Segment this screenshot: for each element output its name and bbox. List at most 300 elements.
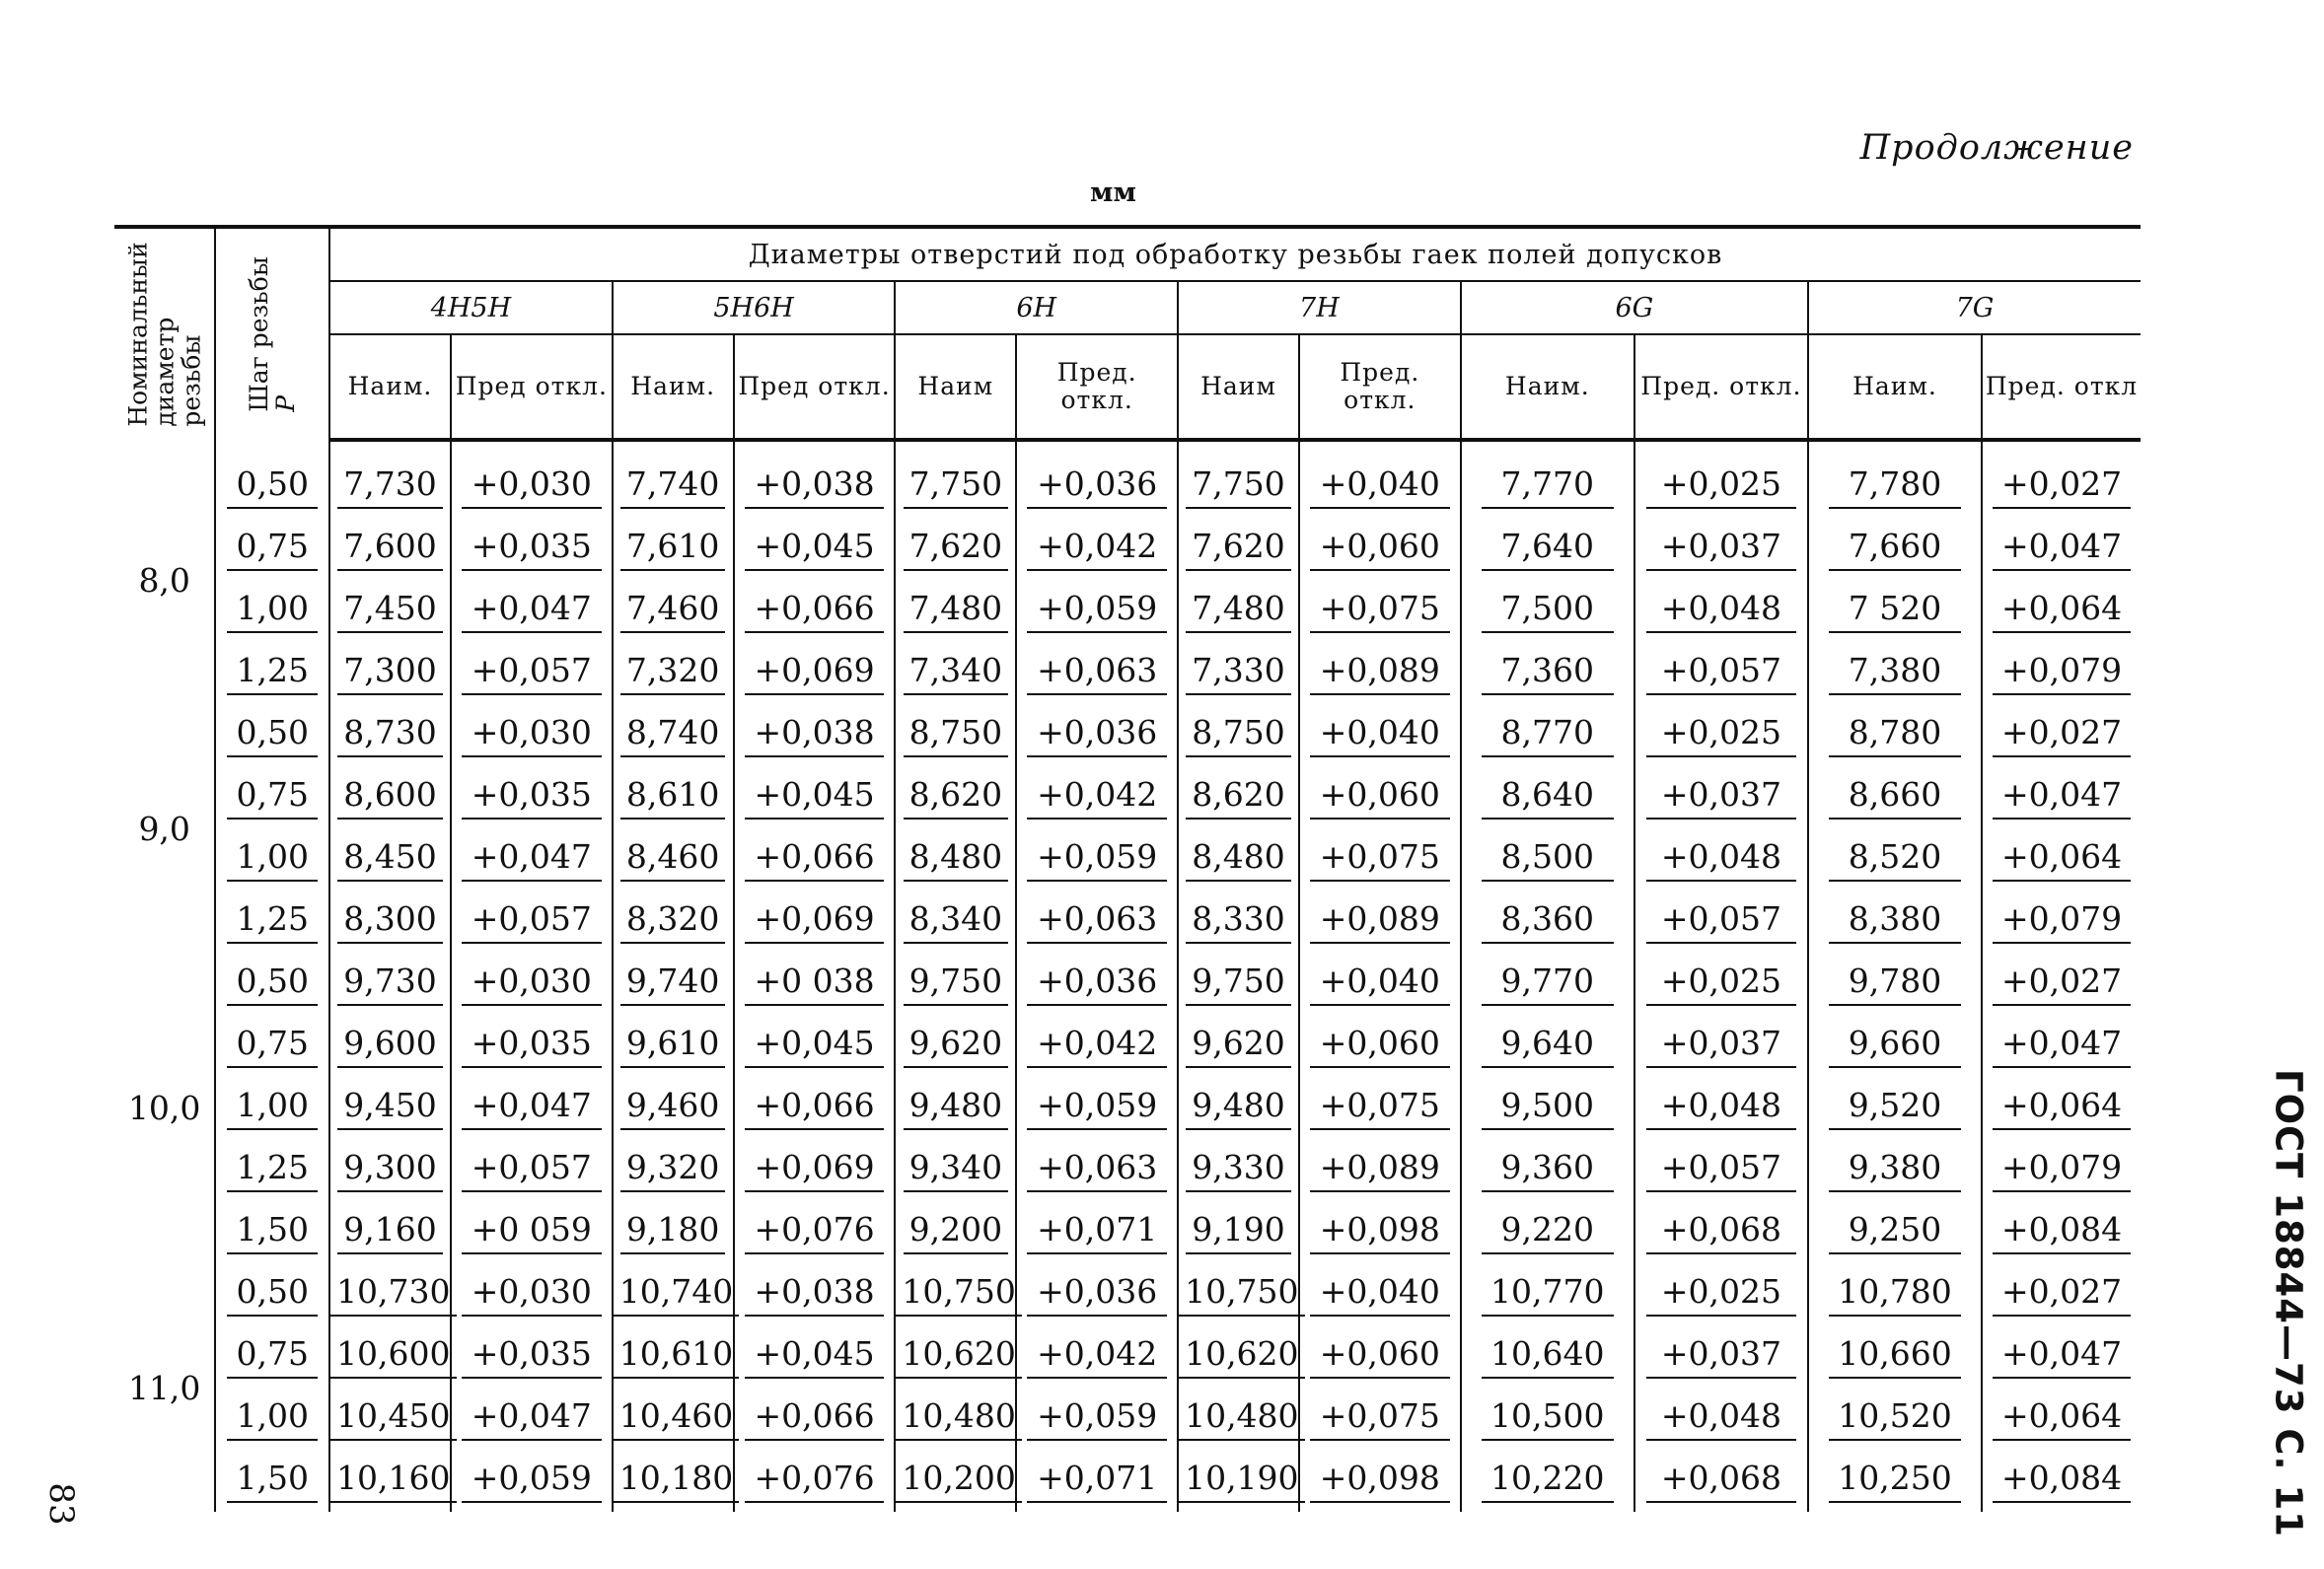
deviation-value: +0,079 bbox=[1993, 651, 2131, 695]
nominal-value-cell bbox=[1178, 456, 1299, 518]
deviation-value: +0,071 bbox=[1027, 1210, 1166, 1254]
nominal-value-cell bbox=[1178, 1139, 1299, 1201]
deviation-cell bbox=[1982, 953, 2141, 1015]
deviation-value: +0,027 bbox=[1993, 962, 2131, 1006]
pitch-cell bbox=[215, 891, 329, 953]
nominal-value-cell bbox=[895, 518, 1016, 580]
nominal-value: 9,500 bbox=[1482, 1086, 1614, 1130]
nominal-value: 8,500 bbox=[1482, 837, 1614, 882]
nominal-value: 9,450 bbox=[337, 1086, 442, 1130]
deviation-value: +0,047 bbox=[462, 1086, 601, 1130]
deviation-cell bbox=[451, 1201, 613, 1263]
nominal-value-cell bbox=[1808, 1077, 1982, 1139]
deviation-value: +0,059 bbox=[1027, 1396, 1166, 1441]
nominal-value-cell bbox=[613, 1077, 734, 1139]
nominal-value: 9,610 bbox=[620, 1024, 725, 1068]
nominal-value-cell bbox=[1178, 953, 1299, 1015]
deviation-value: +0,063 bbox=[1027, 899, 1166, 944]
nominal-value-cell bbox=[613, 1263, 734, 1325]
pitch-cell bbox=[215, 1139, 329, 1201]
deviation-value: +0,075 bbox=[1310, 589, 1449, 633]
pitch-cell bbox=[215, 580, 329, 642]
deviation-value: +0,075 bbox=[1310, 1086, 1449, 1130]
pitch-cell bbox=[215, 766, 329, 828]
deviation-cell bbox=[1299, 1015, 1461, 1077]
deviation-cell bbox=[451, 1139, 613, 1201]
nominal-value: 8,740 bbox=[620, 713, 725, 757]
pitch-value: 1,00 bbox=[227, 1086, 318, 1130]
pitch-cell bbox=[215, 953, 329, 1015]
nominal-value-cell bbox=[895, 1450, 1016, 1512]
deviation-cell bbox=[1016, 766, 1178, 828]
deviation-value: +0,069 bbox=[745, 651, 884, 695]
deviation-cell bbox=[734, 704, 896, 766]
nominal-value: 10,480 bbox=[896, 1396, 1021, 1441]
deviation-cell bbox=[1634, 1388, 1808, 1450]
nominal-value-cell bbox=[1461, 953, 1634, 1015]
nominal-diameter-cell: 9,0 bbox=[138, 809, 190, 848]
nominal-value-cell bbox=[1461, 518, 1634, 580]
table-row bbox=[114, 518, 2141, 580]
nominal-value-cell bbox=[1808, 642, 1982, 704]
deviation-value: +0,040 bbox=[1310, 962, 1449, 1006]
nominal-value-cell bbox=[329, 953, 451, 1015]
deviation-value: +0,059 bbox=[1027, 1086, 1166, 1130]
table-row bbox=[114, 1325, 2141, 1388]
nominal-value: 9,360 bbox=[1482, 1148, 1614, 1192]
deviation-value: +0,047 bbox=[1993, 1334, 2131, 1379]
pitch-value: 0,75 bbox=[227, 527, 318, 571]
nominal-value: 9,300 bbox=[337, 1148, 442, 1192]
nominal-value-cell bbox=[613, 704, 734, 766]
deviation-value: +0,057 bbox=[462, 1148, 601, 1192]
pitch-cell bbox=[215, 518, 329, 580]
nominal-value-cell bbox=[329, 1450, 451, 1512]
deviation-cell bbox=[1634, 1450, 1808, 1512]
nominal-value-cell bbox=[1808, 828, 1982, 891]
deviation-value: +0,079 bbox=[1993, 1148, 2131, 1192]
deviation-value: +0,035 bbox=[462, 527, 601, 571]
nominal-value: 10,480 bbox=[1179, 1396, 1304, 1441]
nominal-value: 7,450 bbox=[337, 589, 442, 633]
nominal-value: 8,770 bbox=[1482, 713, 1614, 757]
nominal-value-cell bbox=[1461, 1263, 1634, 1325]
nominal-value: 9,730 bbox=[337, 962, 442, 1006]
deviation-cell bbox=[734, 1015, 896, 1077]
nominal-value-cell bbox=[1808, 1201, 1982, 1263]
deviation-value: +0,059 bbox=[462, 1459, 601, 1503]
deviation-value: +0,057 bbox=[462, 899, 601, 944]
nominal-value: 10,780 bbox=[1829, 1272, 1961, 1317]
deviation-cell bbox=[1634, 518, 1808, 580]
deviation-value: +0,047 bbox=[462, 1396, 601, 1441]
nominal-value: 8,620 bbox=[904, 775, 1008, 820]
table-row bbox=[114, 891, 2141, 953]
nominal-value: 8,620 bbox=[1186, 775, 1290, 820]
deviation-cell bbox=[1016, 518, 1178, 580]
nominal-value-cell bbox=[1178, 642, 1299, 704]
deviation-cell bbox=[1982, 1388, 2141, 1450]
deviation-value: +0,064 bbox=[1993, 589, 2131, 633]
deviation-value: +0,069 bbox=[745, 1148, 884, 1192]
deviation-value: +0,071 bbox=[1027, 1459, 1166, 1503]
nominal-value-cell bbox=[1808, 1450, 1982, 1512]
nominal-value-cell bbox=[613, 891, 734, 953]
deviation-cell bbox=[451, 456, 613, 518]
nominal-value-cell bbox=[1461, 1450, 1634, 1512]
thread-pitch-header-symbol: P bbox=[271, 394, 301, 412]
deviation-value: +0,063 bbox=[1027, 1148, 1166, 1192]
deviation-cell bbox=[1634, 1263, 1808, 1325]
nominal-value: 8,750 bbox=[1186, 713, 1290, 757]
deviation-value: +0,075 bbox=[1310, 1396, 1449, 1441]
deviation-cell bbox=[1299, 1450, 1461, 1512]
table-row bbox=[114, 456, 2141, 518]
nominal-value-cell bbox=[329, 1263, 451, 1325]
deviation-cell bbox=[451, 1263, 613, 1325]
pitch-cell bbox=[215, 456, 329, 518]
sub-header-deviation: Пред. откл bbox=[1982, 334, 2141, 440]
deviation-value: +0,047 bbox=[1993, 775, 2131, 820]
deviation-value: +0,030 bbox=[462, 1272, 601, 1317]
nominal-value: 8,330 bbox=[1186, 899, 1290, 944]
pitch-value: 0,50 bbox=[227, 962, 318, 1006]
deviation-cell bbox=[1016, 1263, 1178, 1325]
nominal-value: 10,500 bbox=[1482, 1396, 1614, 1441]
nominal-value-cell bbox=[1461, 1325, 1634, 1388]
nominal-value-cell bbox=[1808, 766, 1982, 828]
pitch-value: 1,25 bbox=[227, 899, 318, 944]
deviation-cell bbox=[734, 1325, 896, 1388]
deviation-cell bbox=[1634, 642, 1808, 704]
table-row bbox=[114, 1201, 2141, 1263]
deviation-value: +0,076 bbox=[745, 1459, 884, 1503]
deviation-cell bbox=[1016, 828, 1178, 891]
deviation-cell bbox=[451, 1015, 613, 1077]
field-header-7h: 7H bbox=[1178, 281, 1461, 334]
nominal-value-cell bbox=[1461, 704, 1634, 766]
deviation-cell bbox=[1634, 953, 1808, 1015]
pitch-cell bbox=[215, 1201, 329, 1263]
nominal-value-cell bbox=[1461, 1015, 1634, 1077]
nominal-value: 9,750 bbox=[904, 962, 1008, 1006]
nominal-value-cell bbox=[613, 518, 734, 580]
deviation-cell bbox=[1299, 456, 1461, 518]
nominal-value: 8,730 bbox=[337, 713, 442, 757]
deviation-cell bbox=[1982, 1139, 2141, 1201]
deviation-value: +0,047 bbox=[462, 837, 601, 882]
deviation-value: +0,057 bbox=[1646, 1148, 1795, 1192]
deviation-cell bbox=[734, 1201, 896, 1263]
deviation-value: +0,036 bbox=[1027, 464, 1166, 509]
sub-header-name: Наим bbox=[895, 334, 1016, 440]
nominal-value: 7,750 bbox=[904, 464, 1008, 509]
deviation-cell bbox=[734, 1263, 896, 1325]
deviation-cell bbox=[1016, 456, 1178, 518]
nominal-value: 9,480 bbox=[1186, 1086, 1290, 1130]
nominal-value-cell bbox=[329, 518, 451, 580]
deviation-value: +0,064 bbox=[1993, 1396, 2131, 1441]
field-header-5h6h: 5H6H bbox=[613, 281, 896, 334]
deviation-cell bbox=[734, 580, 896, 642]
nominal-value-cell bbox=[1808, 518, 1982, 580]
nominal-value: 10,520 bbox=[1829, 1396, 1961, 1441]
deviation-cell bbox=[1634, 766, 1808, 828]
sub-header-name: Наим. bbox=[329, 334, 451, 440]
deviation-cell bbox=[734, 1450, 896, 1512]
nominal-value: 9,660 bbox=[1829, 1024, 1961, 1068]
deviation-cell bbox=[1634, 456, 1808, 518]
deviation-value: +0,076 bbox=[745, 1210, 884, 1254]
deviation-value: +0,036 bbox=[1027, 1272, 1166, 1317]
deviation-cell bbox=[1982, 1201, 2141, 1263]
pitch-value: 1,50 bbox=[227, 1210, 318, 1254]
deviation-cell bbox=[1016, 1450, 1178, 1512]
deviation-value: +0,045 bbox=[745, 775, 884, 820]
deviation-value: +0,036 bbox=[1027, 713, 1166, 757]
deviation-value: +0,064 bbox=[1993, 837, 2131, 882]
nominal-value-cell bbox=[895, 1388, 1016, 1450]
deviation-value: +0,027 bbox=[1993, 1272, 2131, 1317]
table-row bbox=[114, 1077, 2141, 1139]
deviation-value: +0,045 bbox=[745, 1024, 884, 1068]
sub-header-name: Наим. bbox=[1808, 334, 1982, 440]
nominal-value: 8,480 bbox=[1186, 837, 1290, 882]
nominal-value: 9,220 bbox=[1482, 1210, 1614, 1254]
nominal-value: 8,600 bbox=[337, 775, 442, 820]
nominal-value-cell bbox=[1461, 1388, 1634, 1450]
nominal-value: 7 520 bbox=[1829, 589, 1961, 633]
nominal-value: 7,320 bbox=[620, 651, 725, 695]
pitch-cell bbox=[215, 642, 329, 704]
nominal-value: 9,620 bbox=[1186, 1024, 1290, 1068]
table-row bbox=[114, 1263, 2141, 1325]
nominal-value: 8,780 bbox=[1829, 713, 1961, 757]
nominal-value-cell bbox=[1461, 891, 1634, 953]
nominal-value: 7,660 bbox=[1829, 527, 1961, 571]
table-header bbox=[114, 227, 2141, 440]
deviation-cell bbox=[1982, 1263, 2141, 1325]
nominal-value: 9,190 bbox=[1186, 1210, 1290, 1254]
deviation-cell bbox=[1634, 828, 1808, 891]
nominal-value: 7,740 bbox=[620, 464, 725, 509]
table-row bbox=[114, 580, 2141, 642]
nominal-value-cell bbox=[895, 1325, 1016, 1388]
nominal-value: 7,620 bbox=[904, 527, 1008, 571]
nominal-value-cell bbox=[1808, 580, 1982, 642]
deviation-value: +0 059 bbox=[462, 1210, 601, 1254]
table-row bbox=[114, 1450, 2141, 1512]
field-header-6g: 6G bbox=[1461, 281, 1808, 334]
nominal-value: 9,600 bbox=[337, 1024, 442, 1068]
nominal-value-cell bbox=[895, 828, 1016, 891]
nominal-value-cell bbox=[613, 1015, 734, 1077]
deviation-value: +0,084 bbox=[1993, 1459, 2131, 1503]
deviation-cell bbox=[1016, 642, 1178, 704]
deviation-value: +0,059 bbox=[1027, 837, 1166, 882]
deviation-value: +0,037 bbox=[1646, 527, 1795, 571]
nominal-value-cell bbox=[1178, 766, 1299, 828]
deviation-cell bbox=[1016, 1077, 1178, 1139]
table-row bbox=[114, 704, 2141, 766]
deviation-value: +0,042 bbox=[1027, 527, 1166, 571]
nominal-value-cell bbox=[1808, 1325, 1982, 1388]
nominal-value-cell bbox=[1178, 704, 1299, 766]
deviation-cell bbox=[451, 1077, 613, 1139]
nominal-diameter-header-line3: резьбы bbox=[177, 334, 206, 427]
pitch-cell bbox=[215, 704, 329, 766]
nominal-value: 9,480 bbox=[904, 1086, 1008, 1130]
nominal-value: 7,330 bbox=[1186, 651, 1290, 695]
deviation-cell bbox=[1982, 891, 2141, 953]
table-row bbox=[114, 953, 2141, 1015]
deviation-cell bbox=[734, 1139, 896, 1201]
thread-pitch-header-label: Шаг резьбы bbox=[245, 256, 274, 412]
deviation-value: +0,047 bbox=[1993, 1024, 2131, 1068]
nominal-value: 9,740 bbox=[620, 962, 725, 1006]
deviation-cell bbox=[1299, 891, 1461, 953]
pitch-value: 1,00 bbox=[227, 589, 318, 633]
nominal-value: 8,460 bbox=[620, 837, 725, 882]
deviation-value: +0,036 bbox=[1027, 962, 1166, 1006]
deviation-value: +0,068 bbox=[1646, 1210, 1795, 1254]
deviation-value: +0,025 bbox=[1646, 464, 1795, 509]
deviation-cell bbox=[1634, 1077, 1808, 1139]
sub-header-deviation: Пред откл. bbox=[451, 334, 613, 440]
nominal-value: 7,480 bbox=[904, 589, 1008, 633]
deviation-cell bbox=[1016, 1015, 1178, 1077]
deviation-value: +0,035 bbox=[462, 1024, 601, 1068]
deviation-cell bbox=[451, 518, 613, 580]
nominal-value: 9,250 bbox=[1829, 1210, 1961, 1254]
deviation-cell bbox=[734, 953, 896, 1015]
deviation-cell bbox=[1016, 704, 1178, 766]
nominal-value: 7,600 bbox=[337, 527, 442, 571]
deviation-value: +0,063 bbox=[1027, 651, 1166, 695]
nominal-value: 7,640 bbox=[1482, 527, 1614, 571]
table-row bbox=[114, 1139, 2141, 1201]
table-row bbox=[114, 1388, 2141, 1450]
nominal-value: 9,780 bbox=[1829, 962, 1961, 1006]
deviation-value: +0,069 bbox=[745, 899, 884, 944]
nominal-value-cell bbox=[329, 580, 451, 642]
nominal-value: 9,340 bbox=[904, 1148, 1008, 1192]
nominal-value: 10,640 bbox=[1482, 1334, 1614, 1379]
deviation-cell bbox=[451, 704, 613, 766]
nominal-value-cell bbox=[1808, 456, 1982, 518]
nominal-value-cell bbox=[1178, 518, 1299, 580]
nominal-value: 8,520 bbox=[1829, 837, 1961, 882]
deviation-cell bbox=[1299, 1263, 1461, 1325]
deviation-value: +0,030 bbox=[462, 713, 601, 757]
nominal-value-cell bbox=[895, 704, 1016, 766]
nominal-value: 7,610 bbox=[620, 527, 725, 571]
nominal-value-cell bbox=[1178, 828, 1299, 891]
nominal-value: 7,770 bbox=[1482, 464, 1614, 509]
nominal-value: 9,330 bbox=[1186, 1148, 1290, 1192]
nominal-value-cell bbox=[895, 456, 1016, 518]
deviation-value: +0,066 bbox=[745, 1086, 884, 1130]
deviation-cell bbox=[734, 456, 896, 518]
deviation-cell bbox=[1299, 1325, 1461, 1388]
nominal-value-cell bbox=[329, 642, 451, 704]
nominal-value-cell bbox=[1461, 580, 1634, 642]
pitch-value: 1,00 bbox=[227, 837, 318, 882]
deviation-cell bbox=[451, 1388, 613, 1450]
deviation-cell bbox=[1982, 766, 2141, 828]
nominal-value: 10,220 bbox=[1482, 1459, 1614, 1503]
deviation-value: +0,048 bbox=[1646, 1396, 1795, 1441]
deviation-value: +0,060 bbox=[1310, 1024, 1449, 1068]
deviation-value: +0,047 bbox=[1993, 527, 2131, 571]
nominal-value: 8,640 bbox=[1482, 775, 1614, 820]
nominal-value-cell bbox=[613, 1325, 734, 1388]
deviation-value: +0,035 bbox=[462, 775, 601, 820]
nominal-value-cell bbox=[1178, 1450, 1299, 1512]
deviation-value: +0,040 bbox=[1310, 464, 1449, 509]
table-row bbox=[114, 1015, 2141, 1077]
deviation-value: +0,040 bbox=[1310, 1272, 1449, 1317]
nominal-value: 9,620 bbox=[904, 1024, 1008, 1068]
nominal-value-cell bbox=[1461, 456, 1634, 518]
nominal-value: 10,180 bbox=[614, 1459, 739, 1503]
nominal-value-cell bbox=[329, 828, 451, 891]
table-row bbox=[114, 766, 2141, 828]
nominal-value: 7,730 bbox=[337, 464, 442, 509]
deviation-cell bbox=[1634, 704, 1808, 766]
sub-header-name: Наим bbox=[1178, 334, 1299, 440]
nominal-value-cell bbox=[895, 580, 1016, 642]
deviation-value: +0,025 bbox=[1646, 713, 1795, 757]
nominal-value: 7,780 bbox=[1829, 464, 1961, 509]
nominal-diameter-cell: 8,0 bbox=[138, 560, 190, 600]
nominal-value: 9,640 bbox=[1482, 1024, 1614, 1068]
deviation-cell bbox=[734, 518, 896, 580]
nominal-value-cell bbox=[895, 1263, 1016, 1325]
nominal-value-cell bbox=[1808, 704, 1982, 766]
document-reference: ГОСТ 18844—73 С. 11 bbox=[2267, 1069, 2310, 1537]
nominal-value-cell bbox=[895, 766, 1016, 828]
pitch-cell bbox=[215, 1015, 329, 1077]
main-header-title: Диаметры отверстий под обработку резьбы гаек полей допусков bbox=[329, 227, 2141, 281]
deviation-cell bbox=[451, 891, 613, 953]
deviation-cell bbox=[1299, 580, 1461, 642]
nominal-value: 7,620 bbox=[1186, 527, 1290, 571]
nominal-value-cell bbox=[1808, 891, 1982, 953]
nominal-value: 7,750 bbox=[1186, 464, 1290, 509]
nominal-value: 10,620 bbox=[896, 1334, 1021, 1379]
deviation-value: +0,089 bbox=[1310, 651, 1449, 695]
deviation-value: +0,035 bbox=[462, 1334, 601, 1379]
nominal-value-cell bbox=[1178, 580, 1299, 642]
deviation-cell bbox=[1982, 580, 2141, 642]
pitch-cell bbox=[215, 1077, 329, 1139]
nominal-value-cell bbox=[1808, 1015, 1982, 1077]
nominal-value-cell bbox=[1808, 1139, 1982, 1201]
nominal-value-cell bbox=[1178, 1263, 1299, 1325]
deviation-value: +0,038 bbox=[745, 713, 884, 757]
deviation-cell bbox=[451, 1325, 613, 1388]
nominal-value: 9,380 bbox=[1829, 1148, 1961, 1192]
pitch-cell bbox=[215, 1263, 329, 1325]
deviation-value: +0,048 bbox=[1646, 589, 1795, 633]
deviation-cell bbox=[1016, 1201, 1178, 1263]
nominal-value: 10,620 bbox=[1179, 1334, 1304, 1379]
deviation-value: +0,075 bbox=[1310, 837, 1449, 882]
table-body bbox=[114, 440, 2141, 1512]
nominal-value-cell bbox=[329, 1388, 451, 1450]
nominal-value: 10,600 bbox=[330, 1334, 456, 1379]
